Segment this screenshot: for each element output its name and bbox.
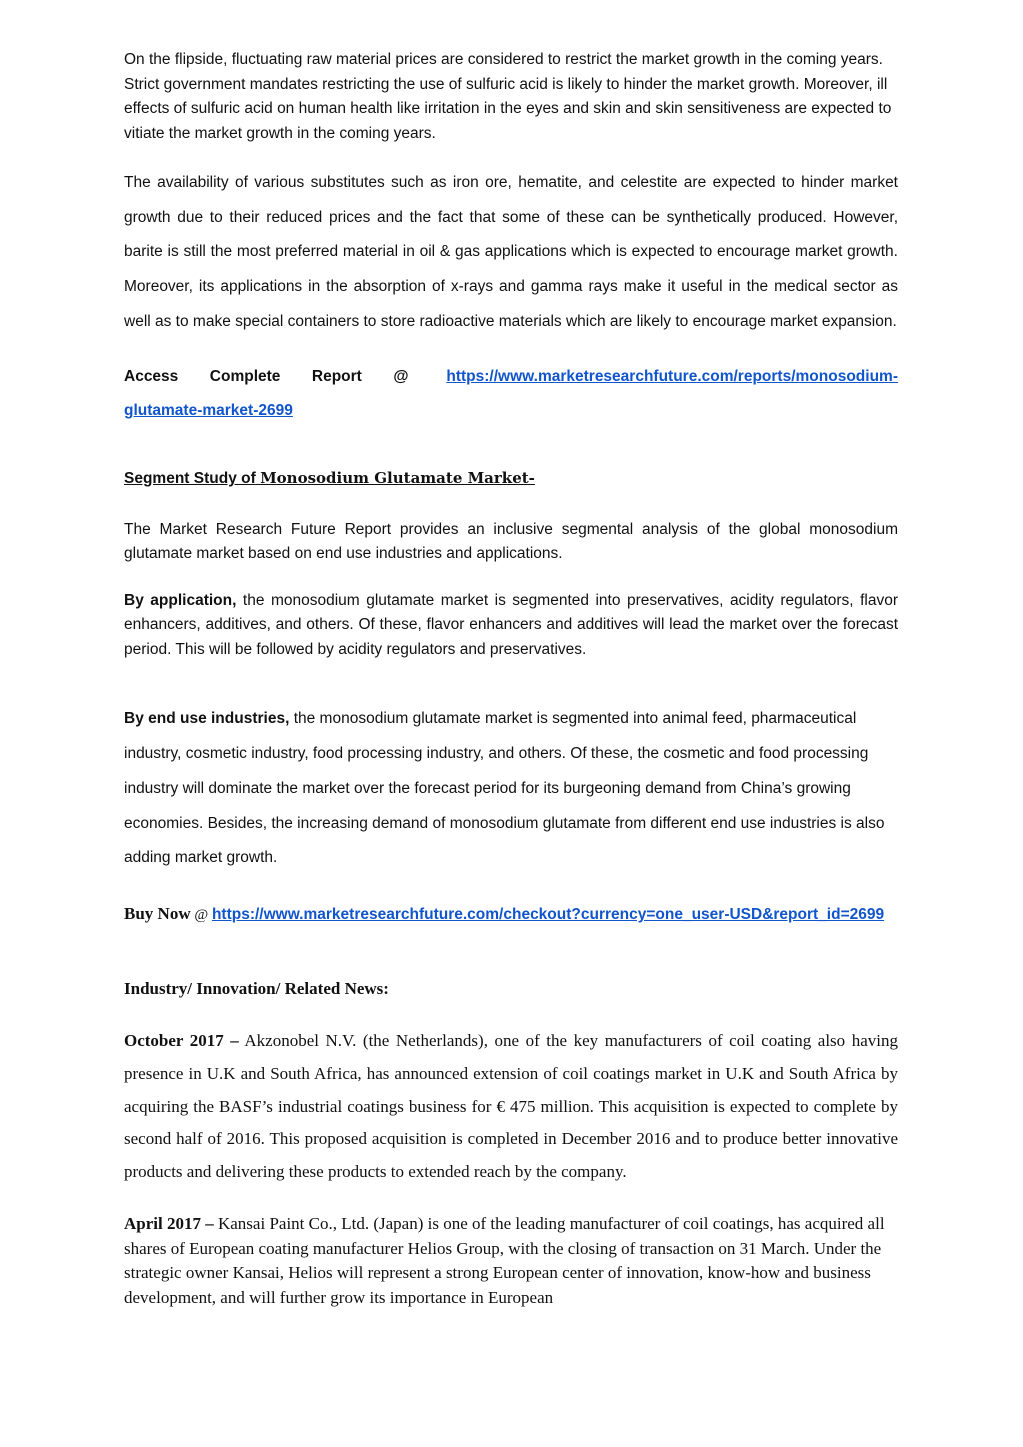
segment-heading [124, 469, 898, 488]
access-report-line [124, 360, 898, 429]
segment-heading-prefix: Segment Study of [124, 469, 256, 487]
news-heading: Industry/ Innovation/ Related News: [124, 979, 389, 999]
buy-now-link[interactable]: https://www.marketresearchfuture.com/checkout?currency=one_user-USD&report_id=2699 [211, 905, 885, 923]
news-item-october-2017 [124, 1025, 898, 1188]
segment-intro: The Market Research Future Report provides an inclusive segmental analysis of the global monosodium glutamate market based on end use industries and applications. [124, 520, 898, 563]
enduse-label: By end use industries, [124, 710, 290, 728]
news-item-april-2017 [124, 1212, 898, 1310]
segment-heading-title: Monosodium Glutamate Market- [260, 468, 535, 487]
paragraph-raw-material-prices: On the flipside, fluctuating raw material prices are considered to restrict the market growth in the coming years. Strict government mandates restricting the use of sulfuric acid is likely to hinder the market growth. Moreover, ill effects of sulfuric acid on human health like irritation in the eyes and skin and skin sensitiveness are expected to vitiate the market growth in the coming years. [124, 51, 892, 142]
news-date-april: April 2017 – [124, 1214, 214, 1234]
news-date-october: October 2017 – [124, 1031, 239, 1051]
enduse-text: the monosodium glutamate market is segmented into animal feed, pharmaceutical industry, cosmetic industry, food processing industry, and others. Of these, the cosmetic and food processing industry will dominate the market over the forecast period for its burgeoning demand from China’s growing economies. Besides, the increasing demand of monosodium glutamate from different end use industries is also adding market growth. [124, 710, 885, 867]
access-report-label: Access Complete Report @ [124, 367, 409, 385]
buy-now-label: Buy Now [124, 903, 191, 923]
application-label: By application, [124, 591, 237, 609]
segment-application [124, 589, 898, 663]
document-page [124, 48, 898, 1310]
access-report-link[interactable]: https://www.marketresearchfuture.com/reports/monosodium-glutamate-market-2699 [124, 367, 898, 420]
segment-end-use [124, 702, 898, 876]
buy-now-line [124, 902, 898, 928]
news-text-april: Kansai Paint Co., Ltd. (Japan) is one of the leading manufacturer of coil coatings, has acquired all shares of European coating manufacturer Helios Group, with the closing of transaction on 31 March. Under the strategic owner Kansai, Helios will represent a strong European center of innovation, know-how and business development, and will further grow its importance in European [124, 1214, 885, 1307]
application-text: the monosodium glutamate market is segmented into preservatives, acidity regulators, flavor enhancers, additives, and others. Of these, flavor enhancers and additives will lead the market over the forecast period. This will be followed by acidity regulators and preservatives. [124, 591, 898, 658]
news-text-october: Akzonobel N.V. (the Netherlands), one of the key manufacturers of coil coating also having presence in U.K and South Africa, has announced extension of coil coatings market in U.K and South Africa by acquiring the BASF’s industrial coatings business for € 475 million. This acquisition is expected to complete by second half of 2016. This proposed acquisition is completed in December 2016 and to produce better innovative products and delivering these products to extended reach by the company. [124, 1031, 898, 1181]
paragraph-substitutes: The availability of various substitutes such as iron ore, hematite, and celestite are expected to hinder market growth due to their reduced prices and the fact that some of these can be synthetically produced. However, barite is still the most preferred material in oil & gas applications which is expected to encourage market growth. Moreover, its applications in the absorption of x-rays and gamma rays make it useful in the medical sector as well as to make special containers to store radioactive materials which are likely to encourage market expansion. [124, 174, 898, 330]
buy-now-at: @ [190, 906, 212, 923]
